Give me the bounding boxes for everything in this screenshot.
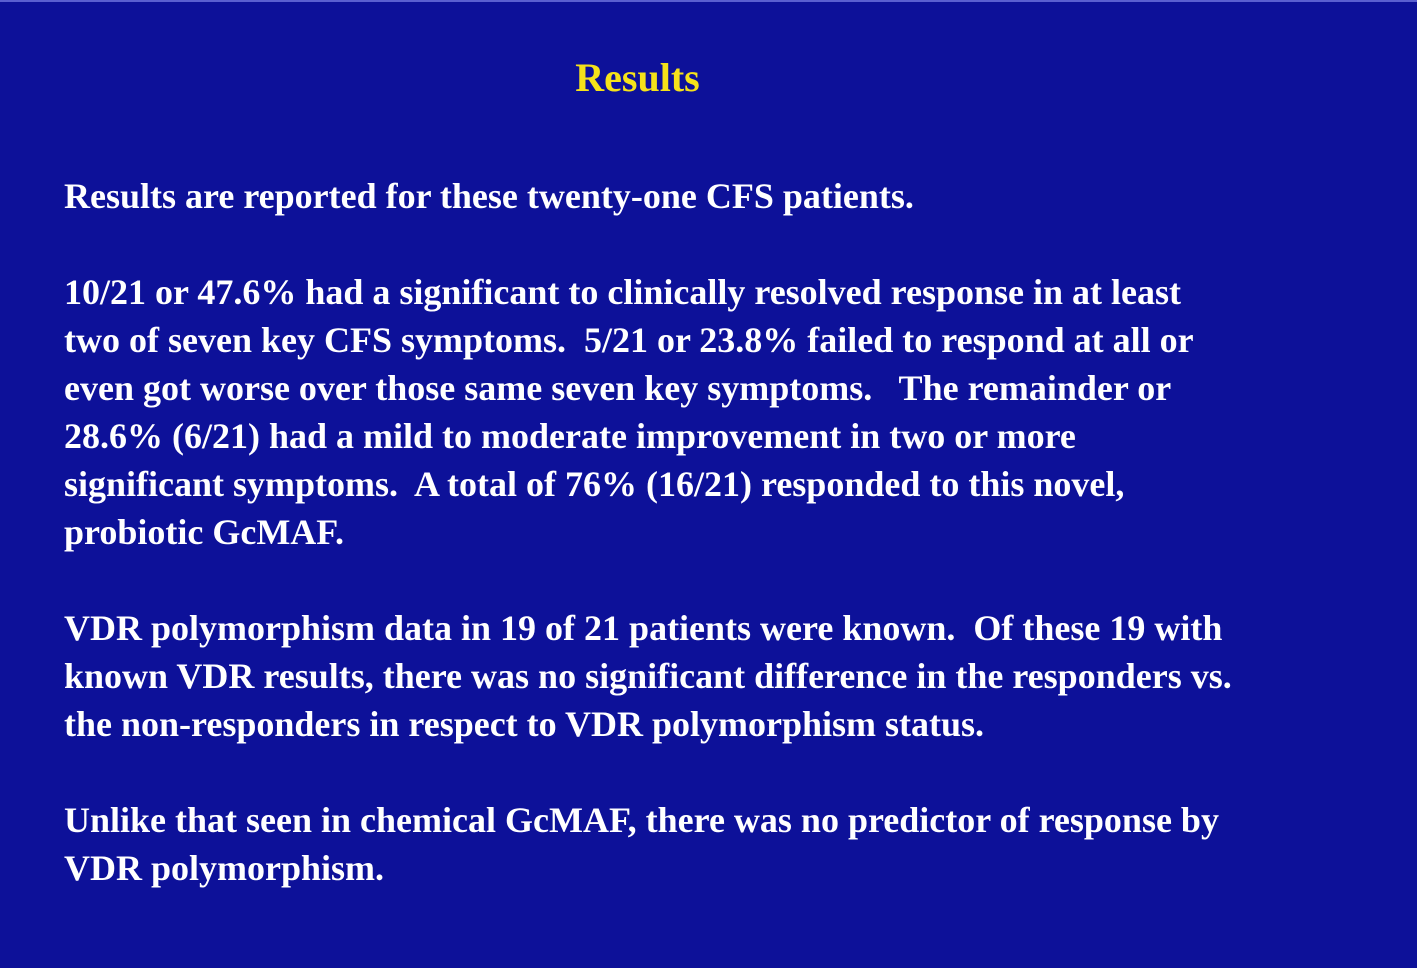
text-line: two of seven key CFS symptoms. 5/21 or 23.8% failed to respond at all or (64, 320, 1194, 360)
slide-title: Results (575, 55, 700, 100)
text-line: even got worse over those same seven key symptoms. The remainder or (64, 368, 1172, 408)
text-line: 28.6% (6/21) had a mild to moderate improvement in two or more (64, 416, 1076, 456)
text-line: Unlike that seen in chemical GcMAF, there was no predictor of response by (64, 800, 1219, 840)
text-line: significant symptoms. A total of 76% (16/21) responded to this novel, (64, 464, 1125, 504)
text-line: VDR polymorphism. (64, 848, 385, 888)
text-line: Results are reported for these twenty-one CFS patients. (64, 176, 914, 216)
slide-body (64, 172, 1394, 892)
text-line: VDR polymorphism data in 19 of 21 patients were known. Of these 19 with (64, 608, 1223, 648)
text-line: 10/21 or 47.6% had a significant to clinically resolved response in at least (64, 272, 1182, 312)
paragraph-vdr-data (64, 604, 1394, 748)
paragraph-response-rates (64, 268, 1394, 556)
text-line: probiotic GcMAF. (64, 512, 344, 552)
paragraph-intro (64, 172, 1394, 220)
text-line: the non-responders in respect to VDR polymorphism status. (64, 704, 985, 744)
paragraph-conclusion (64, 796, 1394, 892)
text-line: known VDR results, there was no significant difference in the responders vs. (64, 656, 1232, 696)
